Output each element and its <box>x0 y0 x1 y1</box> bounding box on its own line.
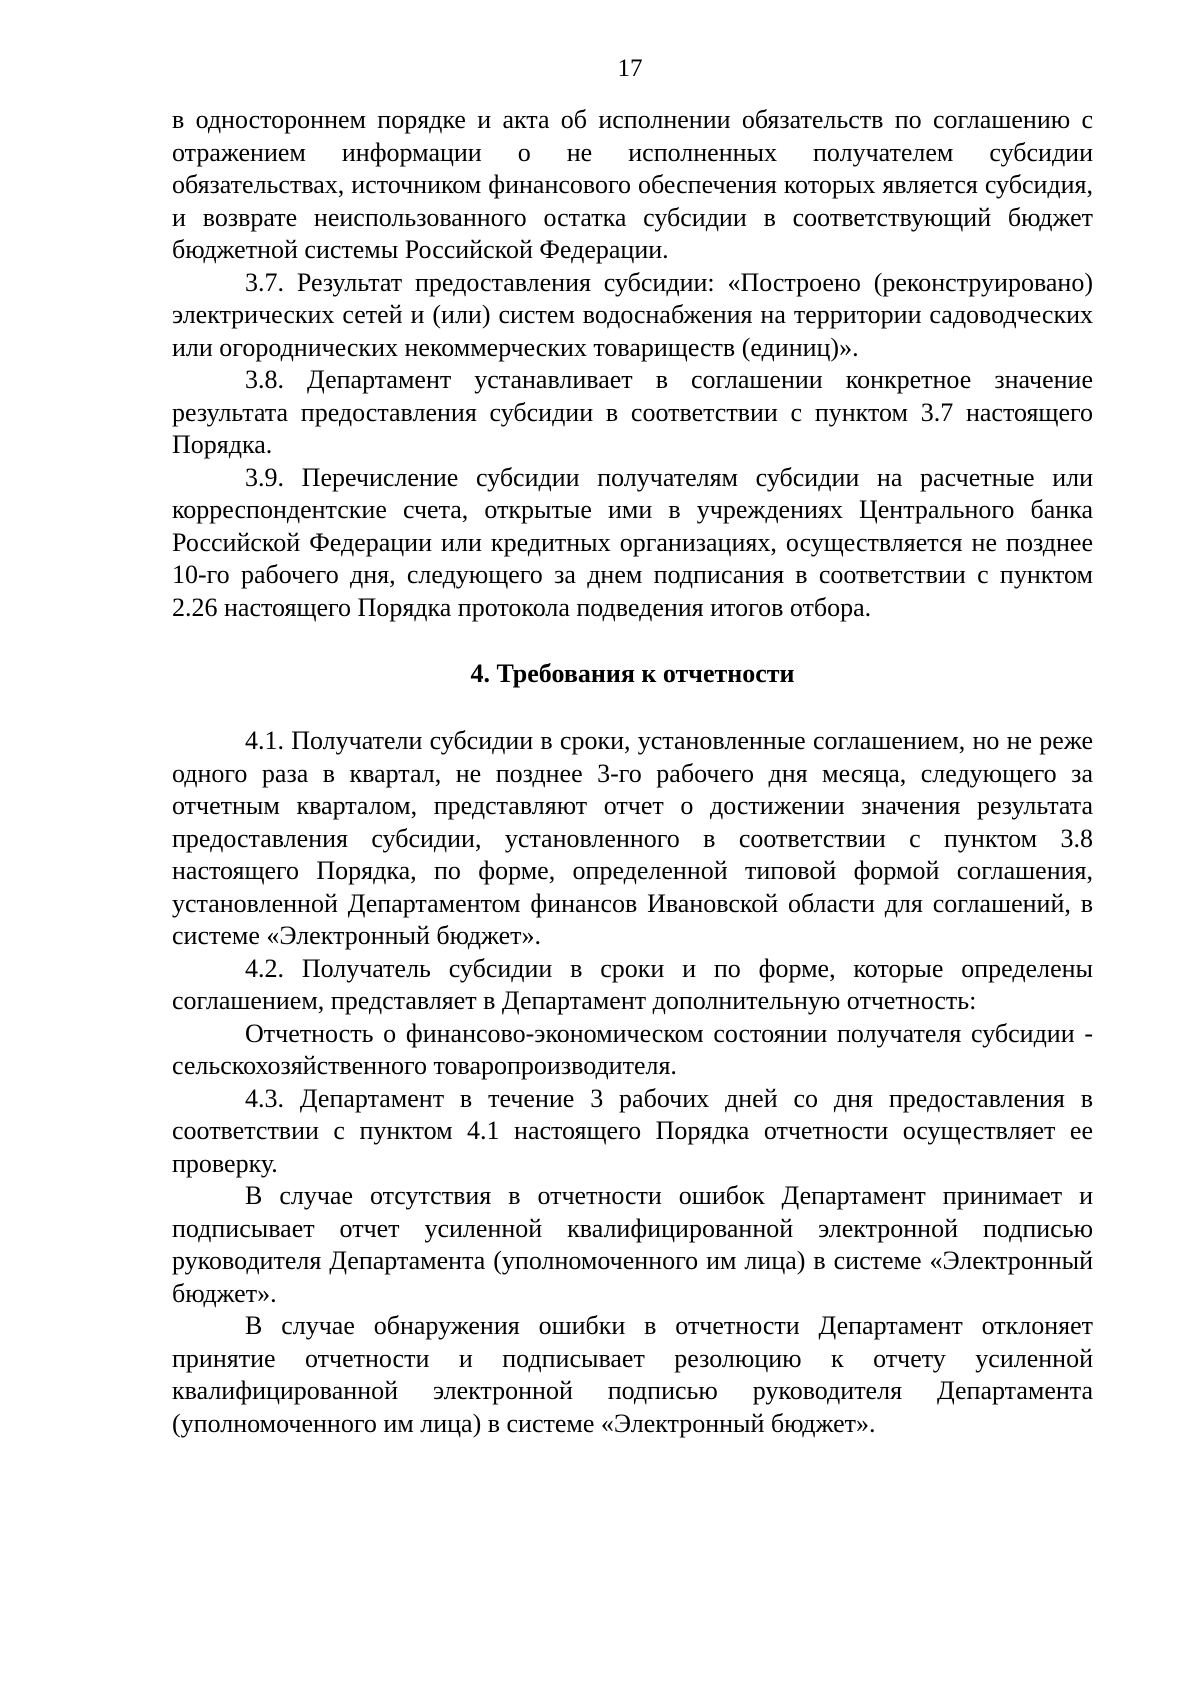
paragraph-4-2: 4.2. Получатель субсидии в сроки и по форме, которые определены соглашением, представляет в Департамент дополнительную отчетность: <box>172 953 1093 1015</box>
paragraph-4-2-item: Отчетность о финансово-экономическом состоянии получателя субсидии - сельскохозяйственного товаропроизводителя. <box>172 1018 1093 1080</box>
paragraph-no-errors: В случае отсутствия в отчетности ошибок Департамент принимает и подписывает отчет усиленной квалифицированной электронной подписью руководителя Департамента (уполномоченного им лица) в системе «Электронный бюджет». <box>172 1181 1093 1308</box>
document-body <box>172 104 1093 1440</box>
section-heading: 4. Требования к отчетности <box>470 659 795 688</box>
paragraph-4-1: 4.1. Получатели субсидии в сроки, установленные соглашением, но не реже одного раза в квартал, не позднее 3-го рабочего дня месяца, следующего за отчетным кварталом, представляют отчет о достижении значения результата предоставления субсидии, установленного в соответствии с пунктом 3.8 настоящего Порядка, по форме, определенной типовой формой соглашения, установленной Департаментом финансов Ивановской области для соглашений, в системе «Электронный бюджет». <box>172 726 1093 950</box>
paragraph-errors: В случае обнаружения ошибки в отчетности Департамент отклоняет принятие отчетности и подписывает резолюцию к отчету усиленной квалифицированной электронной подписью руководителя Департамента (уполномоченного им лица) в системе «Электронный бюджет». <box>172 1311 1093 1438</box>
page-number: 17 <box>617 55 643 82</box>
paragraph-3-8: 3.8. Департамент устанавливает в соглашении конкретное значение результата предоставления субсидии в соответствии с пунктом 3.7 настоящего Порядка. <box>172 365 1093 459</box>
paragraph-4-3: 4.3. Департамент в течение 3 рабочих дней со дня предоставления в соответствии с пунктом 4.1 настоящего Порядка отчетности осуществляет ее проверку. <box>172 1083 1093 1178</box>
paragraph-3-7: 3.7. Результат предоставления субсидии: «Построено (реконструировано) электрических сетей и (или) систем водоснабжения на территории садоводческих или огороднических некоммерческих товариществ (единиц)». <box>172 267 1093 362</box>
paragraph-continuation: в одностороннем порядке и акта об исполнении обязательств по соглашению с отражением информации о не исполненных получателем субсидии обязательствах, источником финансового обеспечения которых является субсидия, и возврате неиспользованного остатка субсидии в соответствующий бюджет бюджетной системы Российской Федерации. <box>172 105 1093 264</box>
paragraph-3-9: 3.9. Перечисление субсидии получателям субсидии на расчетные или корреспондентские счета, открытые ими в учреждениях Центрального банка Российской Федерации или кредитных организациях, осуществляется не позднее 10-го рабочего дня, следующего за днем подписания в соответствии с пунктом 2.26 настоящего Порядка протокола подведения итогов отбора. <box>172 462 1093 622</box>
